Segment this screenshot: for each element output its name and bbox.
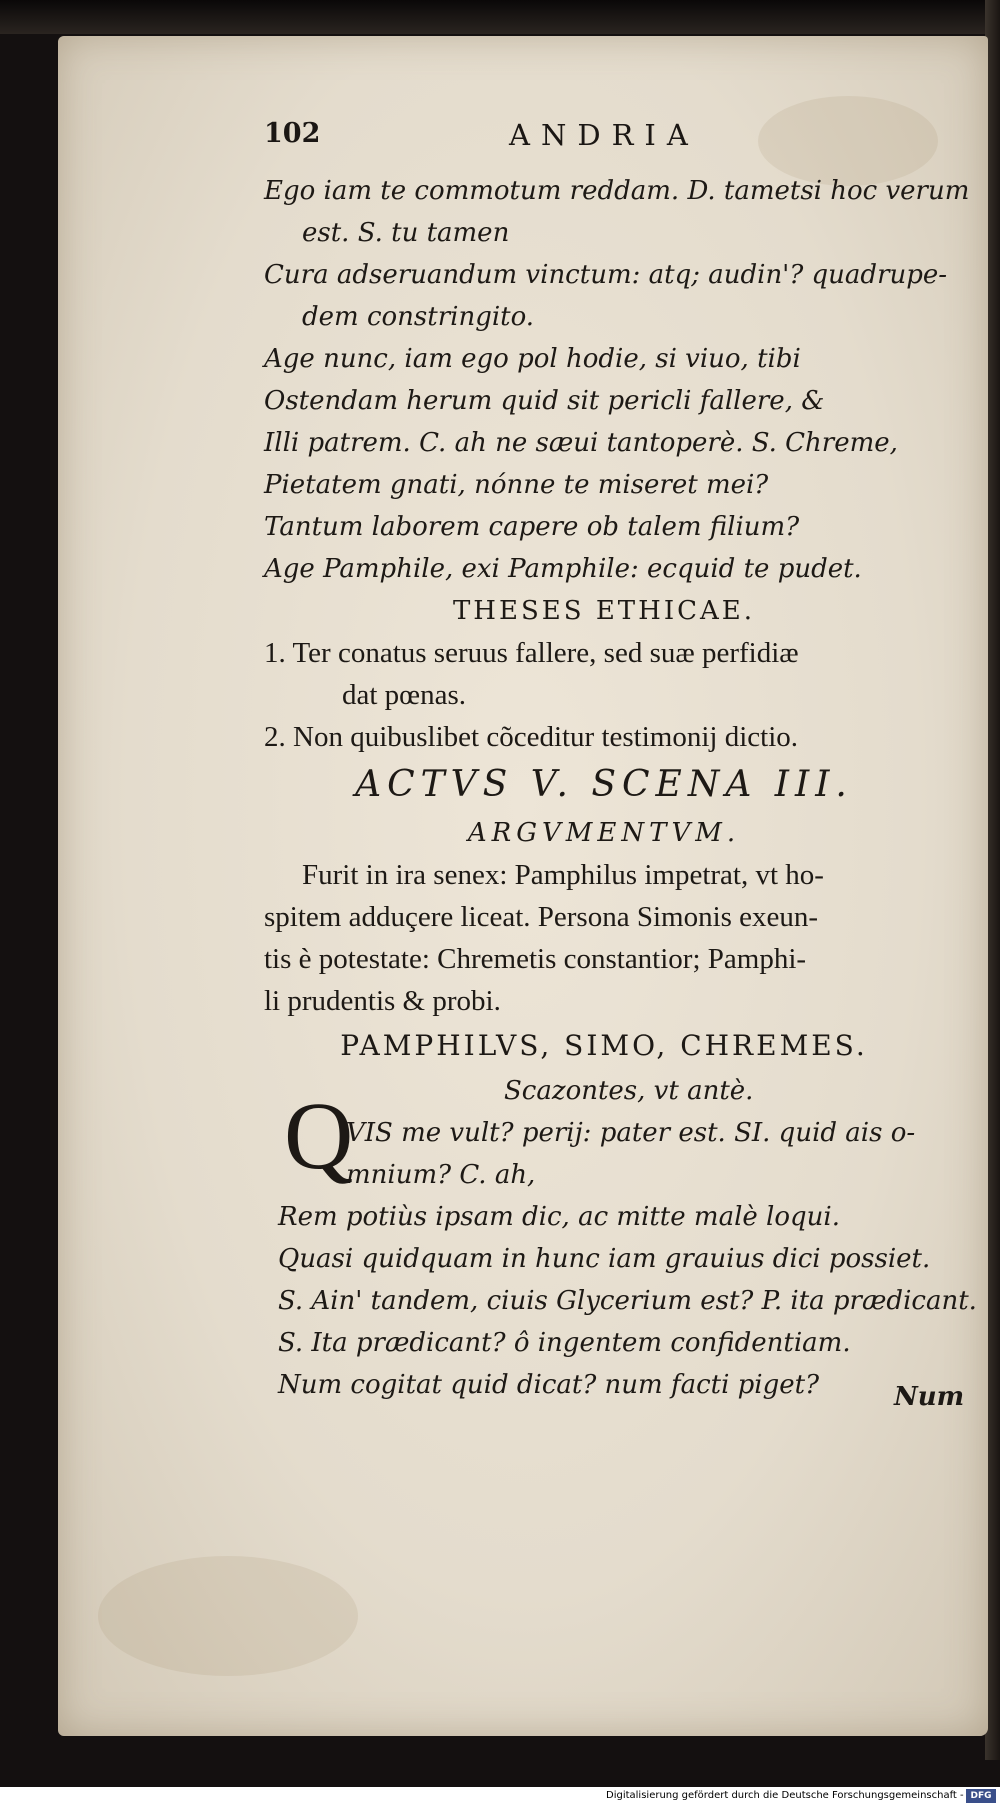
verse-line: Cura adseruandum vinctum: atq; audin'? quadrupe- (264, 260, 948, 290)
funding-credit: Digitalisierung gefördert durch die Deutsche Forschungsgemeinschaft - (606, 1790, 964, 1801)
verse-line: dem constringito. (302, 302, 535, 332)
thesis-number: 1. (264, 637, 286, 669)
argument-line: Furit in ira senex: Pamphilus impetrat, vt ho- (302, 859, 824, 891)
verse-line: Ostendam herum quid sit pericli fallere, & (264, 386, 825, 416)
dramatis-personae: PAMPHILVS, SIMO, CHREMES. (340, 1029, 868, 1062)
dialogue-line: Rem potiùs ipsam dic, ac mitte malè loqui. (278, 1202, 840, 1232)
verse-line: Age Pamphile, exi Pamphile: ecquid te pudet. (264, 554, 862, 584)
verse-line: Tantum laborem capere ob talem filium? (264, 512, 800, 542)
verse-line: Illi patrem. C. ah ne sæui tantoperè. S. Chreme, (264, 428, 898, 458)
thesis-item (264, 716, 964, 758)
verse-line: est. S. tu tamen (302, 218, 510, 248)
dialogue-second-line: mnium? C. ah, (346, 1160, 536, 1190)
dialogue-line: S. Ain' tandem, ciuis Glycerium est? P. ita prædicant. (278, 1286, 977, 1316)
dialogue-first-line: VIS me vult? perij: pater est. SI. quid ais o- (346, 1118, 916, 1148)
thesis-number: 2. (264, 721, 286, 753)
page-text (264, 170, 977, 1406)
verse-line: Age nunc, iam ego pol hodie, si viuo, tibi (264, 344, 801, 374)
paper-stain (98, 1556, 358, 1676)
argument-heading: ARGVMENTVM. (467, 818, 741, 848)
argument-line: tis è potestate: Chremetis constantior; Pamphi- (264, 943, 807, 975)
running-title: ANDRIA (509, 118, 699, 152)
page-header (264, 118, 744, 160)
drop-cap: Q (284, 1082, 354, 1189)
thesis-item (264, 632, 964, 674)
verse-line: Pietatem gnati, nónne te miseret mei? (264, 470, 769, 500)
thesis-continuation: dat pœnas. (342, 679, 467, 711)
dfg-logo: DFG (966, 1789, 996, 1803)
dialogue-line: S. Ita prædicant? ô ingentem confidentiam. (278, 1328, 851, 1358)
thesis-text: Ter conatus seruus fallere, sed suæ perfidiæ (292, 637, 799, 669)
book-edge-top (0, 0, 1000, 34)
argument-line: spitem adduçere liceat. Persona Simonis exeun- (264, 901, 819, 933)
metre-note: Scazontes, vt antè. (504, 1076, 754, 1106)
dialogue-line: Num cogitat quid dicat? num facti piget? (278, 1370, 820, 1400)
act-scene-heading: ACTVS V. SCENA III. (355, 764, 853, 805)
dialogue-line: Quasi quidquam in hunc iam grauius dici possiet. (278, 1244, 931, 1274)
verse-line: Ego iam te commotum reddam. D. tametsi hoc verum (264, 176, 970, 206)
thesis-text: Non quibuslibet cõceditur testimonij dictio. (293, 721, 799, 753)
theses-heading: THESES ETHICAE. (452, 596, 756, 626)
folio-number: 102 (264, 118, 321, 149)
argument-line: li prudentis & probi. (264, 985, 501, 1017)
catchword: Num (894, 1382, 965, 1412)
